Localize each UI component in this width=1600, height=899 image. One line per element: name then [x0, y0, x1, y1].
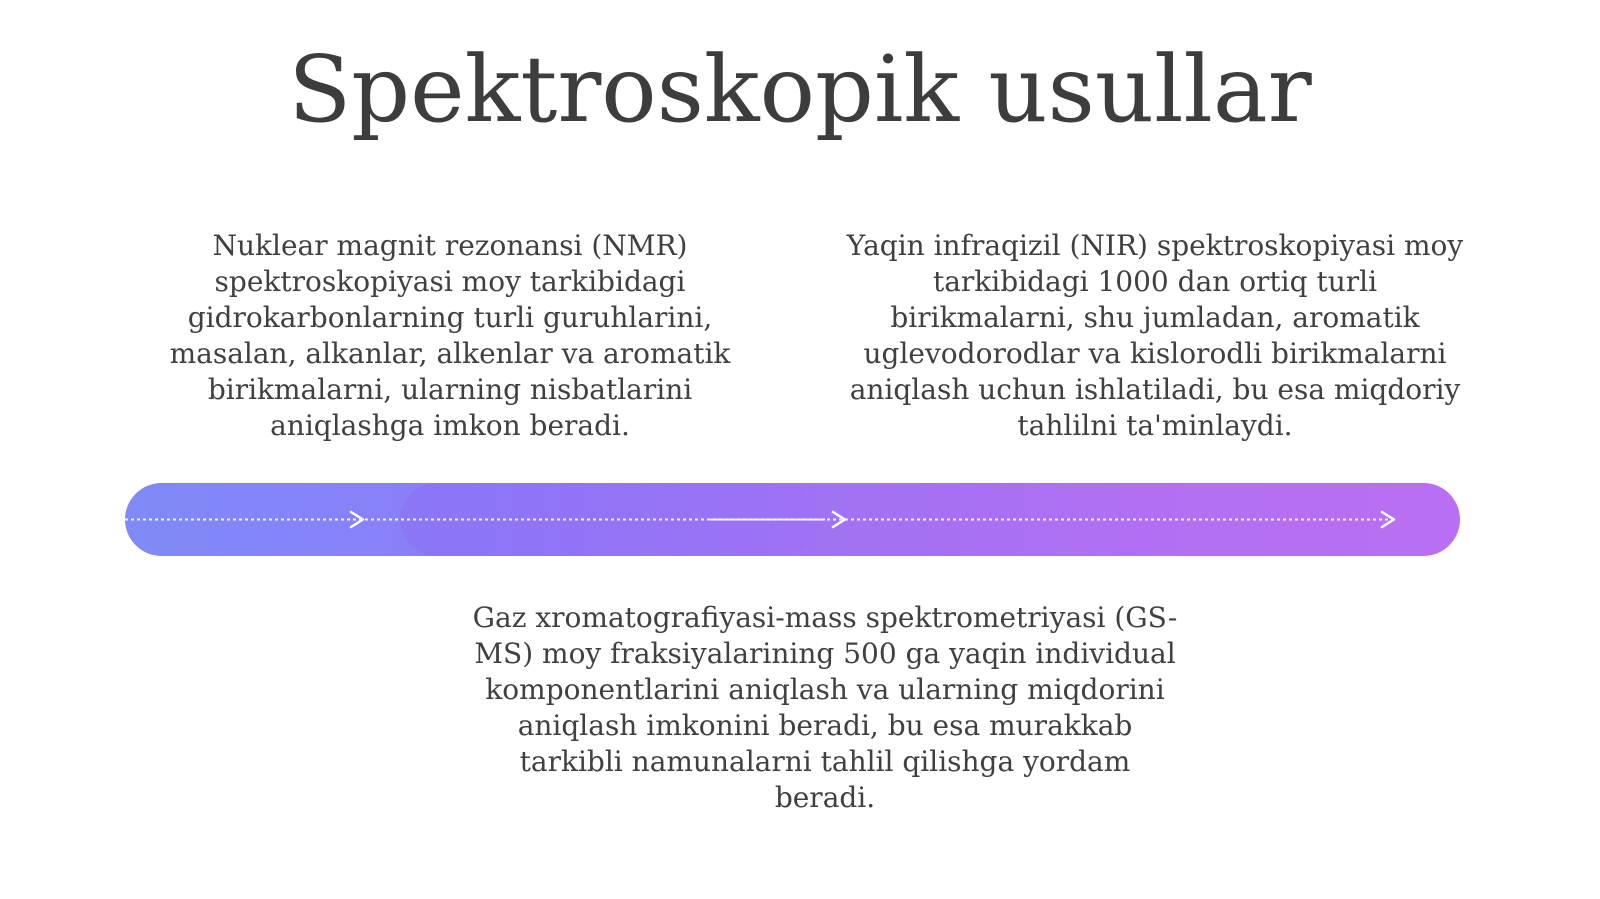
- arrow-right-icon: [351, 512, 363, 527]
- timeline-bar: [125, 483, 1460, 556]
- gcms-description: Gaz xromatografiyasi-mass spektrometriyasi (GS- MS) moy fraksiyalarining 500 ga yaqin individual komponentlarini aniqlash va ularning miqdorini aniqlash imkonini beradi, bu esa murakkab tarkibli namunalarni tahlil qilishga yordam beradi.: [472, 601, 1178, 814]
- timeline-arrows: [125, 483, 1460, 556]
- nir-description: Yaqin infraqizil (NIR) spektroskopiyasi moy tarkibidagi 1000 dan ortiq turli birikmalarni, shu jumladan, aromatik uglevodorodlar va kislorodli birikmalarni aniqlash uchun ishlatiladi, bu esa miqdoriy tahlilni ta'minlaydi.: [846, 229, 1464, 442]
- nmr-description: Nuklear magnit rezonansi (NMR) spektroskopiyasi moy tarkibidagi gidrokarbonlarning turli guruhlarini, masalan, alkanlar, alkenlar va aromatik birikmalarni, ularning nisbatlarini aniqlashga imkon beradi.: [169, 229, 731, 442]
- slide-title: Spektroskopik usullar: [288, 36, 1312, 143]
